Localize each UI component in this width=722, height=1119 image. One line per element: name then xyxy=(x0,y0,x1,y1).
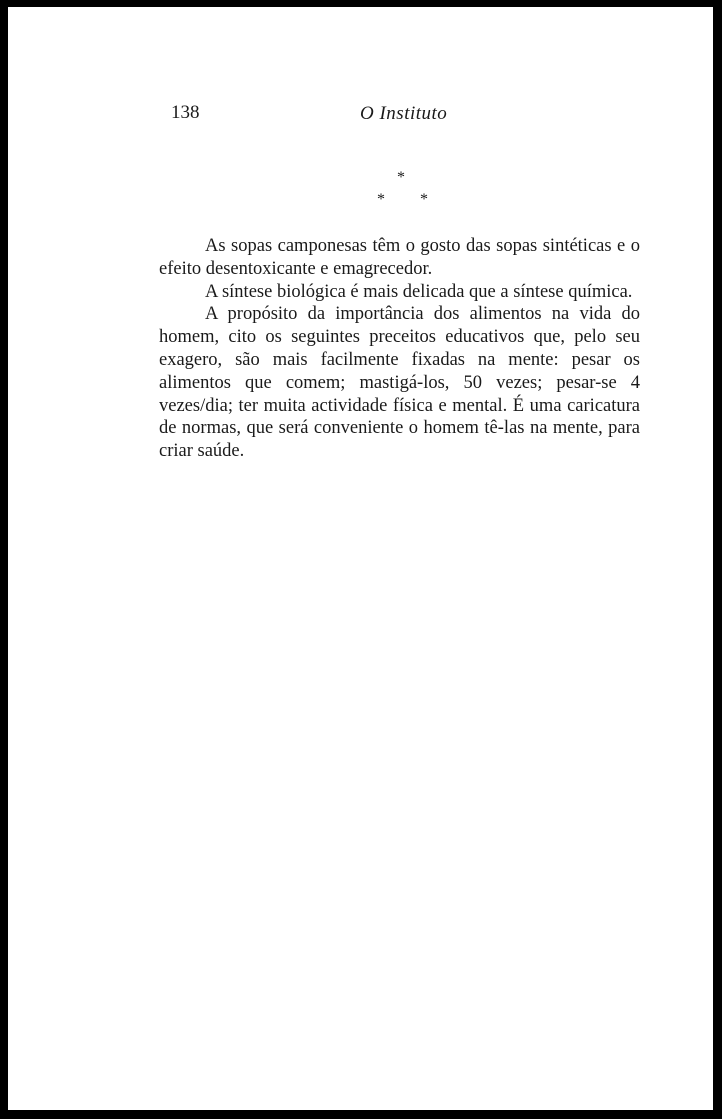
paragraph-alimentos: A propósito da importância dos alimentos na vida do homem, cito os seguintes preceitos educativos que, pelo seu exagero, são mais facilmente fixadas na mente: pesar os alimentos que comem; mastigá-los, 50 vezes; pesar-se 4 vezes/dia; ter muita actividade física e mental. É uma caricatura de normas, que será conveniente o homem tê-las na mente, para criar saúde. xyxy=(159,304,640,462)
asterism-star-right: * xyxy=(420,191,428,208)
book-page xyxy=(8,7,713,1110)
asterism-star-left: * xyxy=(377,191,385,208)
paragraph-sopas: As sopas camponesas têm o gosto das sopas sintéticas e o efeito desentoxicante e emagrecedor. xyxy=(159,236,640,279)
body-text xyxy=(159,235,640,463)
asterism-star-top: * xyxy=(397,169,405,186)
asterism-separator xyxy=(8,165,713,215)
paragraph-sintese: A síntese biológica é mais delicada que a síntese química. xyxy=(205,281,633,302)
page-number: 138 xyxy=(171,102,200,123)
running-title: O Instituto xyxy=(360,103,448,124)
